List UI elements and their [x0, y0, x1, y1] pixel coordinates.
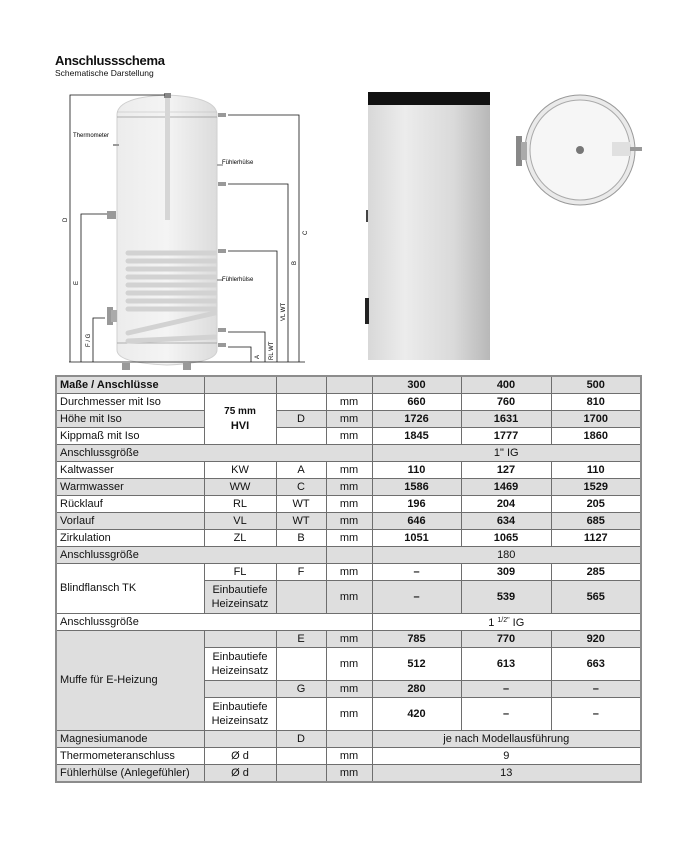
dimension-fg-label: F / G: [86, 333, 92, 347]
dimension-d-label: D: [63, 217, 69, 222]
page-title: Anschlussschema: [55, 53, 165, 68]
table-row: Blindflansch TK FL F mm – 309 285: [56, 564, 641, 581]
table-row: Vorlauf VL WT mm 646 634 685: [56, 513, 641, 530]
table-row: Thermometeranschluss Ø d mm 9: [56, 748, 641, 765]
header-label: Maße / Anschlüsse: [56, 376, 204, 394]
sensor-sleeve-top-label: Fühlerhülse: [222, 160, 254, 166]
table-row: Einbautiefe Heizeinsatz mm 512 613 663: [56, 648, 641, 681]
dimension-b-label: B: [292, 260, 298, 265]
table-row: Rücklauf RL WT mm 196 204 205: [56, 496, 641, 513]
table-row: Fühlerhülse (Anlegefühler) Ø d mm 13: [56, 765, 641, 783]
table-row: Warmwasser WW C mm 1586 1469 1529: [56, 479, 641, 496]
tank-side-view: [365, 92, 495, 362]
model-300-header: 300: [372, 376, 461, 394]
table-row: Zirkulation ZL B mm 1051 1065 1127: [56, 530, 641, 547]
table-row: Anschlussgröße 1" IG: [56, 445, 641, 462]
dimension-rl-wt-label: RL WT: [269, 341, 275, 360]
table-row: Muffe für E-Heizung E mm 785 770 920: [56, 631, 641, 648]
model-400-header: 400: [461, 376, 551, 394]
table-header-row: [56, 376, 641, 394]
table-row: Einbautiefe Heizeinsatz mm 420 – –: [56, 698, 641, 731]
connection-schematic-diagram: [55, 85, 315, 370]
page-subtitle: Schematische Darstellung: [55, 68, 154, 78]
dimensions-connections-table: [55, 375, 642, 783]
table-row: Magnesiumanode D je nach Modellausführung: [56, 731, 641, 748]
table-row: Anschlussgröße 180: [56, 547, 641, 564]
table-row: G mm 280 – –: [56, 681, 641, 698]
table-row: Höhe mit Iso D mm 1726 1631 1700: [56, 411, 641, 428]
table-row: Kaltwasser KW A mm 110 127 110: [56, 462, 641, 479]
dimension-a-label: A: [255, 354, 261, 359]
insulation-cell: 75 mm HVI: [204, 394, 276, 445]
table-row: Durchmesser mit Iso 75 mm HVI mm 660 760 810: [56, 394, 641, 411]
dimension-e-label: E: [74, 280, 80, 285]
table-row: Kippmaß mit Iso mm 1845 1777 1860: [56, 428, 641, 445]
table-row: Anschlussgröße 1 $^{1/2"}$ IG: [56, 614, 641, 631]
sensor-sleeve-bottom-label: Fühlerhülse: [222, 277, 254, 283]
model-500-header: 500: [551, 376, 641, 394]
dimension-vl-wt-label: VL WT: [281, 302, 287, 321]
tank-top-view: [512, 94, 647, 209]
table-row: Einbautiefe Heizeinsatz mm – 539 565: [56, 581, 641, 614]
thermometer-label: Thermometer: [73, 133, 110, 139]
dimension-c-label: C: [303, 230, 309, 235]
